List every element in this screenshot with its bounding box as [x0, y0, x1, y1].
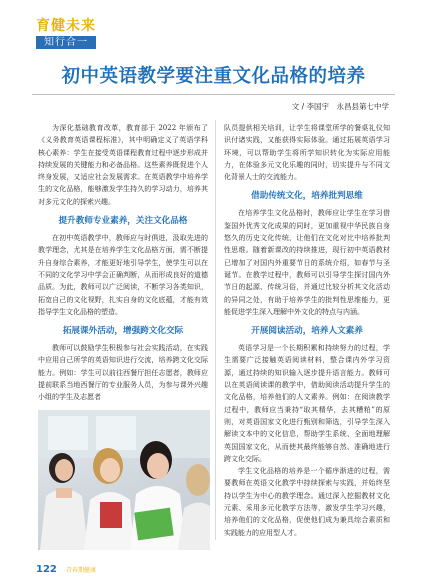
article-author: 文 / 李国宇 永昌县第七中学 [291, 102, 389, 111]
section-paragraph-teacher: 在初中英语教学中，教师应与时俱进，汲取先进的教学理念，尤其是在培养学生文化品格方面，需不断提升自身综合素养，才能更好地引导学生，使学生可以在不同的文化学习中学会正确判断，从而形成良好的道德品质。为此，教师可以广泛阅读，不断学习各类知识，拓宽自己的文化视野，扎实自身的文化底蕴，才能有效指导学生文化品格的塑造。 [38, 234, 208, 316]
column-tag [36, 18, 96, 49]
page-footer [36, 557, 96, 576]
left-column [38, 122, 208, 404]
continued-paragraph: 队员提供相关培训，让学生将课堂所学的餐桌礼仪知识付诸实践，又能获得实际体验。通过拓展英语学习环境，可以帮助学生将所学知识转化为实际应用能力，在体验多元文化乐趣的同时，切实提升与不同文化背景人士的交流能力。 [224, 124, 390, 182]
column-tag-subtitle: 知行合一 [36, 36, 96, 49]
section-paragraph-activities: 教师可以鼓励学生积极参与社会实践活动，在实践中应用自己所学的英语知识进行交流，培养跨文化交际能力。例如：学生可以前往西餐厅担任志愿者，教师应提前联系当地西餐厅的专业服务人员，为参与课外兴趣小组的学生及志愿者 [38, 344, 208, 402]
students-illustration [38, 410, 210, 550]
column-divider [215, 120, 216, 540]
section-paragraph-conclusion: 学生文化品格的培养是一个循序渐进的过程，需要教师在英语文化教学中持续探索与实践，并始终坚持以学生为中心的教学理念。通过深入挖掘教材文化元素、采用多元化教学方法等，激发学生学习兴趣，培养他们的文化品格，促使他们成为兼具综合素质和实践能力的应用型人才。 [224, 467, 390, 537]
section-heading-tradition: 借助传统文化，培养批判思维 [251, 191, 363, 202]
title-divider [32, 94, 395, 95]
section-heading-activities: 拓展课外活动，增强跨文化交际 [62, 326, 184, 337]
section-paragraph-reading: 英语学习是一个长期积累和持续努力的过程，学生需要广泛接触英语阅读材料，整合课内外学习资源，通过持续的知识输入逐步提升语言能力。教师可以在英语阅读课的教学中，借助阅读活动提升学生的文化品格，培养他们的人文素养。例如：在阅读教学过程中，教师应当秉持“取其精华，去其糟粕”的原则，对英语国家文化进行甄别和筛选，引导学生深入解读文本中的文化信息，帮助学生系统、全面地理解英国国家文化，从而使其最终能够自然、准确地进行跨文化交际。 [224, 344, 390, 463]
article-title: 初中英语教学要注重文化品格的培养 [61, 66, 366, 87]
right-column [224, 122, 390, 539]
section-heading-reading: 开展阅读活动，培养人文素养 [251, 326, 363, 337]
section-paragraph-tradition: 在培养学生文化品格时，教师应让学生在学习借鉴国外优秀文化成果的同时，更加重视中华民族自身悠久的历史文化传统，让他们在文化对比中培养批判性思维。随着新课改的持续推进，现行初中英语教材已增加了对国内外重要节日的系统介绍，如春节与圣诞节。在教学过程中，教师可以引导学生探讨国内外节日的起源、传统习俗，并通过比较分析其文化活动的异同之处，有助于培养学生的批判性思维能力，更能促进学生深入理解中外文化的特点与内涵。 [224, 209, 390, 316]
section-heading-teacher: 提升教师专业素养，关注文化品格 [58, 216, 188, 227]
intro-paragraph: 为深化基础教育改革，教育部于 2022 年颁布了《义务教育英语课程标准》，其中明确定义了英语学科核心素养：学生在接受英语课程教育过程中逐步形成并持续发展的关键能力和必备品格。这些素养既促进个人终身发展，又适应社会发展需求。在英语教学中培养学生的文化品格，能够激发学生持久的学习动力，培养其对多元文化的探索兴趣。 [38, 124, 208, 206]
magazine-name: 青春期健康 [65, 567, 96, 574]
page-number: 122 [36, 564, 57, 575]
students-photo [38, 410, 210, 550]
column-tag-title: 育健未来 [36, 18, 96, 34]
